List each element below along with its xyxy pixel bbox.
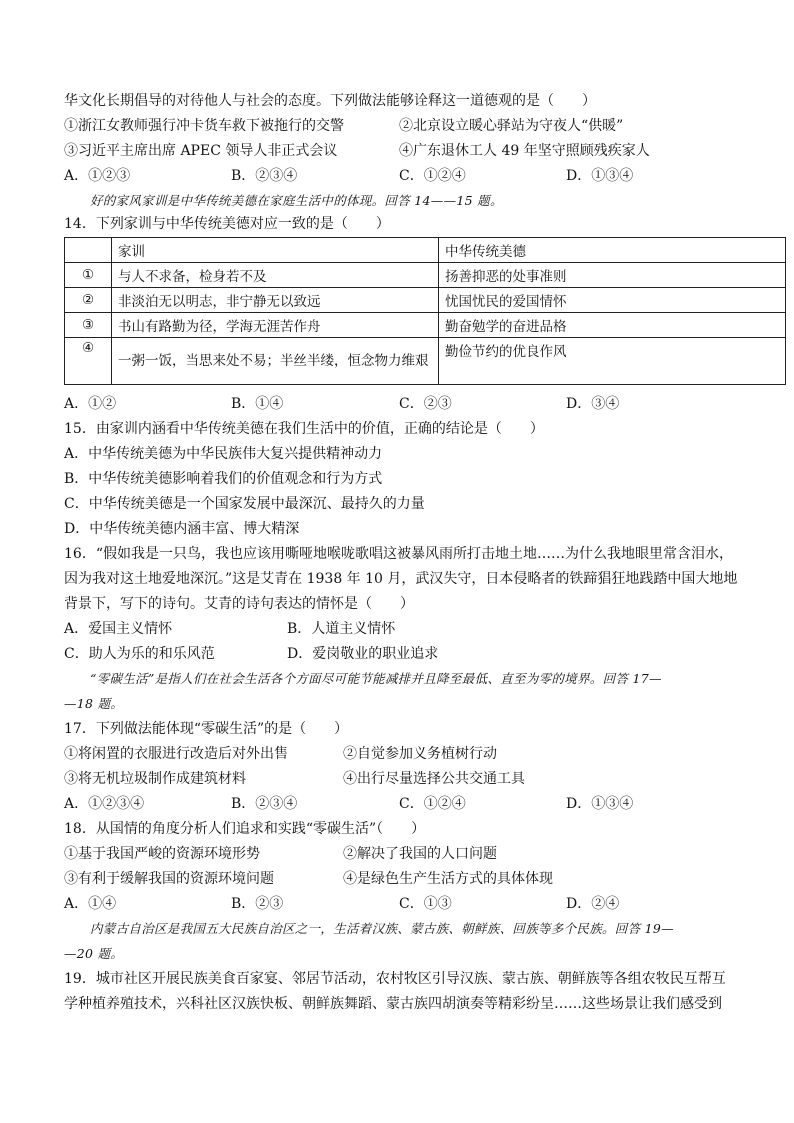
q17-option-4: ④出行尽量选择公共交通工具 [343,771,525,787]
q13-option-1: ①浙江女教师强行冲卡货车救下被拖行的交警 [64,118,344,134]
q16-choice-b: B．人道主义情怀 [287,621,396,637]
q16-choice-a: A．爱国主义情怀 [64,621,173,637]
q13-choice-b: B．②③④ [231,168,298,184]
q15-choice-a: A．中华传统美德为中华民族伟大复兴提供精神动力 [64,446,383,462]
q14-choice-a: A．①② [64,396,117,412]
q14-table [64,237,786,385]
q18-choice-c: C．①③ [399,896,452,912]
row-jiaxun: 书山有路勤为径，学海无涯苦作舟 [112,313,439,338]
q17-option-3: ③将无机垃圾制作成建筑材料 [64,771,246,787]
section-intro-14-15: 好的家风家训是中华传统美德在家庭生活中的体现。回答 14——15 题。 [90,193,503,208]
table-row [65,313,786,338]
row-jiaxun: 一粥一饭，当思来处不易；半丝半缕，恒念物力维艰 [112,338,439,385]
q18-option-1: ①基于我国严峻的资源环境形势 [64,846,260,862]
row-number: ② [65,288,112,313]
q14-choice-c: C．②③ [399,396,452,412]
q18-choice-b: B．②③ [231,896,284,912]
row-number: ① [65,263,112,288]
row-number: ③ [65,313,112,338]
q17-option-1: ①将闲置的衣服进行改造后对外出售 [64,746,288,762]
q13-choice-c: C．①②④ [399,168,466,184]
q18-choice-a: A．①④ [64,896,117,912]
q18-option-2: ②解决了我国的人口问题 [343,846,497,862]
q13-option-2: ②北京设立暖心驿站为守夜人“供暖” [399,118,624,134]
section-intro-17-18-cont: —18 题。 [64,696,124,711]
q17-choice-c: C．①②④ [399,796,466,812]
q16-stem-line-3: 背景下，写下的诗句。艾青的诗句表达的情怀是（ ） [64,596,414,612]
q17-choice-a: A．①②③④ [64,796,145,812]
row-meide: 勤俭节约的优良作风 [439,338,786,385]
table-row [65,338,786,385]
row-number: ④ [65,338,112,385]
table-row [65,288,786,313]
q18-stem: 18．从国情的角度分析人们追求和实践“零碳生活”（ ） [64,821,426,837]
q13-choice-d: D．①③④ [566,168,634,184]
q17-option-2: ②自觉参加义务植树行动 [343,746,497,762]
q18-option-4: ④是绿色生产生活方式的具体体现 [343,871,553,887]
q13-option-3: ③习近平主席出席 APEC 领导人非正式会议 [64,143,338,159]
q19-stem-line-1: 19．城市社区开展民族美食百家宴、邻居节活动，农村牧区引导汉族、蒙古族、朝鲜族等各组农牧民互帮互 [64,971,726,987]
section-intro-17-18: “零碳生活”是指人们在社会生活各个方面尽可能节能减排并且降至最低、直至为零的境界。回答 17— [90,671,662,686]
q16-stem-line-1: 16．“假如我是一只鸟，我也应该用嘶哑地喉咙歌唱这被暴风雨所打击地土地……为什么我地眼里常含泪水， [64,546,733,562]
q13-choice-a: A．①②③ [64,168,131,184]
q18-option-3: ③有利于缓解我国的资源环境问题 [64,871,274,887]
q15-choice-d: D．中华传统美德内涵丰富、博大精深 [64,521,300,537]
table-row [65,263,786,288]
q15-choice-c: C．中华传统美德是一个国家发展中最深沉、最持久的力量 [64,496,425,512]
q17-choice-b: B．②③④ [231,796,298,812]
q15-choice-b: B．中华传统美德影响着我们的价值观念和行为方式 [64,471,383,487]
row-jiaxun: 非淡泊无以明志，非宁静无以致远 [112,288,439,313]
q13-option-4: ④广东退休工人 49 年坚守照顾残疾家人 [399,143,650,159]
table-header-jiaxun: 家训 [112,238,439,263]
row-jiaxun: 与人不求备，检身若不及 [112,263,439,288]
q15-stem: 15．由家训内涵看中华传统美德在我们生活中的价值，正确的结论是（ ） [64,421,544,437]
q17-stem: 17．下列做法能体现“零碳生活”的是（ ） [64,721,349,737]
row-meide: 忧国忧民的爱国情怀 [439,288,786,313]
q13-stem: 华文化长期倡导的对待他人与社会的态度。下列做法能够诠释这一道德观的是（ ） [64,93,596,109]
q17-choice-d: D．①③④ [566,796,634,812]
table-header-row [65,238,786,263]
q16-stem-line-2: 因为我对这土地爱地深沉。”这是艾青在 1938 年 10 月，武汉失守，日本侵略者的铁蹄猖狂地践踏中国大地地 [64,571,738,587]
q14-stem: 14．下列家训与中华传统美德对应一致的是（ ） [64,216,390,232]
table-header-meide: 中华传统美德 [439,238,786,263]
row-meide: 勤奋勉学的奋进品格 [439,313,786,338]
row-meide: 扬善抑恶的处事准则 [439,263,786,288]
q16-choice-c: C．助人为乐的和乐风范 [64,646,215,662]
q18-choice-d: D．②④ [566,896,620,912]
section-intro-19-20-cont: —20 题。 [64,946,124,961]
table-header-cell [65,238,112,263]
q16-choice-d: D．爱岗敬业的职业追求 [287,646,439,662]
section-intro-19-20: 内蒙古自治区是我国五大民族自治区之一，生活着汉族、蒙古族、朝鲜族、回族等多个民族。回答 19— [90,921,674,936]
q14-choice-b: B．①④ [231,396,284,412]
q14-choice-d: D．③④ [566,396,620,412]
q19-stem-line-2: 学种植养殖技术，兴科社区汉族快板、朝鲜族舞蹈、蒙古族四胡演奏等精彩纷呈……这些场景让我们感受到 [64,996,722,1012]
